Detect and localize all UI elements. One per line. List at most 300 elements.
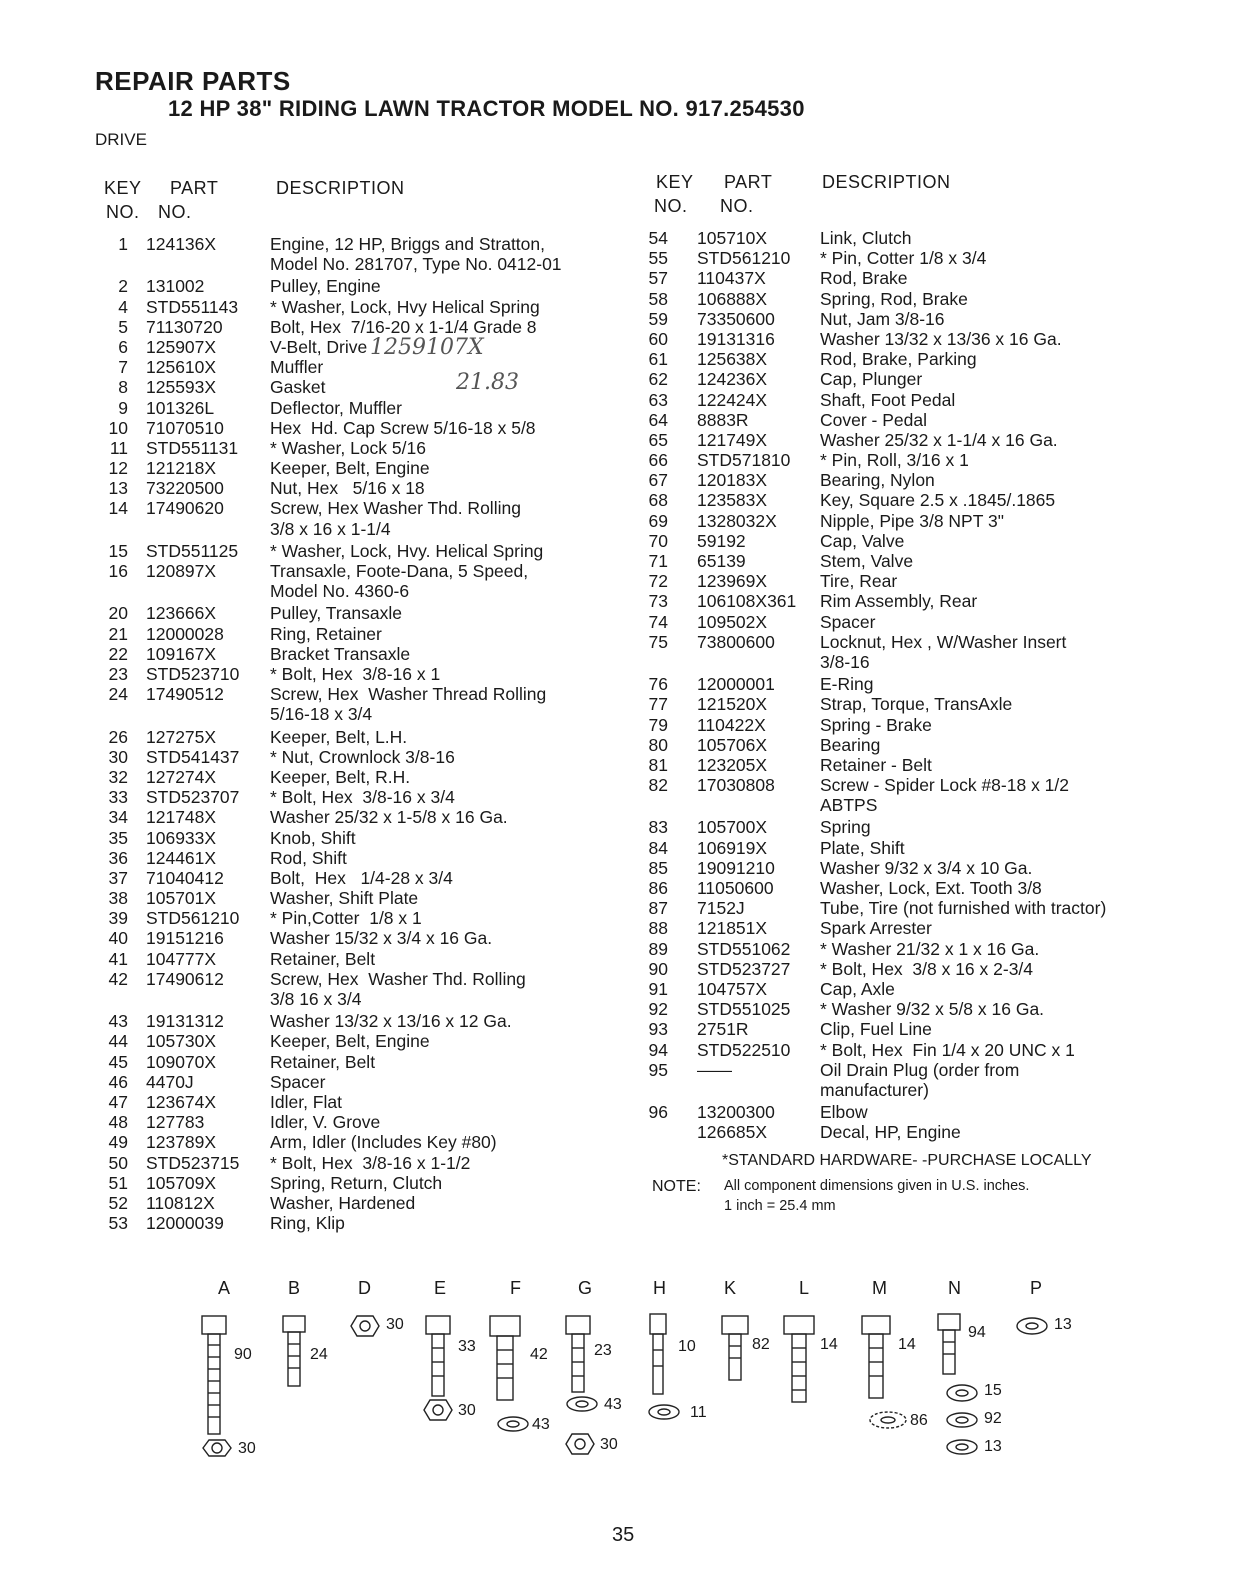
key-number: 22 (108, 643, 128, 664)
bolt-icon (862, 1316, 890, 1398)
bolt-icon (490, 1316, 520, 1400)
part-description: Screw, Hex Washer Thd. Rolling 3/8 x 16 x 1-1/4 (270, 498, 521, 539)
hardware-callout: 30 (458, 1402, 476, 1419)
part-description: Bracket Transaxle (270, 643, 411, 664)
part-number: STD561210 (146, 908, 240, 929)
part-number: 124136X (146, 234, 217, 254)
part-number: 127275X (146, 726, 217, 747)
part-description: Spring, Return, Clutch (270, 1172, 443, 1193)
standard-hardware-note: *STANDARD HARDWARE- -PURCHASE LOCALLY (722, 1152, 1092, 1169)
part-number: STD523715 (146, 1152, 240, 1173)
key-number: 44 (108, 1031, 128, 1052)
section-label: DRIVE (95, 130, 147, 149)
bolt-icon (784, 1316, 814, 1402)
part-description: * Bolt, Hex 3/8-16 x 3/4 (270, 787, 455, 808)
key-number: 70 (648, 530, 668, 551)
description-header: DESCRIPTION (276, 178, 405, 198)
key-number: 7 (118, 357, 128, 378)
part-number: 123583X (697, 490, 768, 511)
hardware-group-label: B (288, 1278, 301, 1298)
part-number: 106933X (146, 827, 217, 848)
key-number: 32 (108, 766, 128, 787)
part-number: 131002 (146, 276, 205, 297)
key-number: 77 (648, 694, 668, 715)
part-description: Engine, 12 HP, Briggs and Stratton, Model No. 281707, Type No. 0412-01 (270, 234, 562, 275)
part-number: 12000001 (697, 674, 775, 695)
part-number: 120183X (697, 470, 768, 491)
hardware-group-label: L (799, 1278, 810, 1298)
key-number: 49 (108, 1132, 128, 1153)
part-description: Bolt, Hex 1/4-28 x 3/4 (270, 867, 453, 888)
key-number: 48 (108, 1112, 128, 1133)
part-number: 19091210 (697, 857, 775, 878)
key-number: 79 (648, 714, 668, 735)
hardware-group-label: K (724, 1278, 737, 1298)
key-number: 55 (648, 248, 668, 269)
part-number: 121520X (697, 694, 768, 715)
part-description: Rod, Brake, Parking (820, 349, 977, 370)
part-description: Idler, V. Grove (270, 1112, 381, 1133)
part-description: Shaft, Foot Pedal (820, 389, 956, 410)
key-number: 47 (108, 1091, 128, 1112)
part-description: Gasket (270, 377, 326, 398)
key-number: 76 (648, 674, 668, 695)
key-number: 33 (108, 787, 128, 808)
part-number: 1328032X (697, 510, 777, 531)
key-number: 62 (648, 369, 668, 390)
hardware-callout: 86 (910, 1412, 928, 1429)
part-number: 121851X (697, 918, 768, 939)
hardware-callout: 24 (310, 1346, 328, 1363)
hardware-callout: 43 (532, 1416, 550, 1433)
key-number: 6 (118, 336, 128, 357)
key-number: 36 (108, 847, 128, 868)
part-description: Spring - Brake (820, 714, 932, 735)
part-number: 19131312 (146, 1011, 224, 1032)
part-number: 109070X (146, 1051, 217, 1072)
part-description: Retainer, Belt (270, 1051, 376, 1072)
part-description: * Nut, Crownlock 3/8-16 (270, 746, 455, 767)
hardware-group-label: M (872, 1278, 887, 1298)
hardware-group-label: P (1030, 1278, 1043, 1298)
part-number: 123666X (146, 603, 217, 624)
part-description: * Washer, Lock 5/16 (270, 437, 426, 458)
hardware-callout: 33 (458, 1338, 476, 1355)
part-header: PART (724, 172, 773, 192)
key-number: 94 (648, 1039, 668, 1060)
key-header: KEY (104, 178, 142, 198)
part-number: 121749X (697, 429, 768, 450)
part-number: 106919X (697, 837, 768, 858)
part-description: * Washer 9/32 x 5/8 x 16 Ga. (820, 999, 1045, 1020)
part-number: 125638X (697, 349, 768, 370)
key-number: 50 (108, 1152, 128, 1173)
key-no-header: NO. (654, 196, 688, 216)
key-number: 73 (648, 591, 668, 612)
hardware-callout: 10 (678, 1338, 696, 1355)
key-number: 21 (108, 623, 128, 644)
part-description: Keeper, Belt, L.H. (270, 726, 408, 747)
washer-icon (649, 1405, 679, 1419)
key-number: 54 (648, 228, 668, 248)
part-number: 4470J (146, 1071, 194, 1092)
key-number: 67 (648, 470, 668, 491)
key-number: 82 (648, 775, 668, 796)
part-description: * Pin, Cotter 1/8 x 3/4 (820, 248, 987, 269)
part-number: 110812X (146, 1192, 215, 1213)
key-number: 43 (108, 1011, 128, 1032)
hardware-group-label: H (653, 1278, 666, 1298)
hardware-callout: 13 (1054, 1316, 1072, 1333)
part-description: Plate, Shift (820, 837, 905, 858)
key-number: 37 (108, 867, 128, 888)
lock-washer-icon (870, 1412, 906, 1428)
key-number: 66 (648, 450, 668, 471)
part-description: Decal, HP, Engine (820, 1122, 961, 1143)
part-number: STD551062 (697, 938, 791, 959)
part-number: 65139 (697, 551, 746, 571)
part-number: 105700X (697, 817, 768, 838)
key-number: 89 (648, 938, 668, 959)
part-description: Spring, Rod, Brake (820, 288, 968, 309)
part-number: 109167X (146, 643, 217, 664)
handwritten-part-note: 1259107X (370, 335, 484, 360)
part-description: Cover - Pedal (820, 409, 927, 430)
nut-icon (566, 1434, 594, 1454)
part-number: —— (697, 1059, 732, 1080)
part-description: Bearing, Nylon (820, 470, 935, 491)
washer-icon (498, 1417, 528, 1431)
key-number: 11 (109, 437, 128, 458)
key-number: 95 (648, 1059, 668, 1080)
part-description: Hex Hd. Cap Screw 5/16-18 x 5/8 (270, 417, 536, 438)
key-number: 42 (108, 968, 128, 989)
key-number: 5 (118, 316, 128, 337)
model-subtitle: 12 HP 38" RIDING LAWN TRACTOR MODEL NO. 917.254530 (168, 96, 805, 121)
part-number: 17490512 (146, 684, 224, 705)
key-number: 88 (648, 918, 668, 939)
bolt-icon (426, 1316, 450, 1396)
part-number: 7152J (697, 898, 745, 919)
key-number: 2 (118, 276, 128, 297)
part-number: 19131316 (697, 328, 775, 349)
part-description: Washer 25/32 x 1-1/4 x 16 Ga. (820, 429, 1058, 450)
part-description: Washer 9/32 x 3/4 x 10 Ga. (820, 857, 1033, 878)
part-number: 125610X (146, 357, 217, 378)
dimension-note: All component dimensions given in U.S. inches. (724, 1178, 1030, 1194)
key-number: 39 (108, 908, 128, 929)
key-number: 8 (118, 377, 128, 398)
part-number: 123205X (697, 754, 768, 775)
part-description: E-Ring (820, 674, 874, 695)
hardware-callout: 15 (984, 1382, 1002, 1399)
key-number: 75 (648, 631, 668, 652)
hardware-callout: 82 (752, 1336, 770, 1353)
part-no-header: NO. (720, 196, 754, 216)
part-description: Muffler (270, 357, 324, 378)
part-description: * Pin,Cotter 1/8 x 1 (270, 908, 422, 929)
part-number: STD571810 (697, 450, 791, 471)
hardware-callout: 30 (238, 1440, 256, 1457)
part-description: Spring (820, 817, 871, 838)
key-number: 58 (648, 288, 668, 309)
part-number: 73350600 (697, 308, 775, 329)
part-description: Pulley, Transaxle (270, 603, 402, 624)
part-description: Washer, Shift Plate (270, 888, 419, 909)
part-number: 19151216 (146, 928, 224, 949)
part-number: 105706X (697, 734, 768, 755)
hardware-callout: 23 (594, 1342, 612, 1359)
part-description: Washer 15/32 x 3/4 x 16 Ga. (270, 928, 493, 949)
part-description: Nut, Hex 5/16 x 18 (270, 478, 425, 499)
key-number: 1 (118, 234, 128, 254)
note-label: NOTE: (652, 1178, 701, 1195)
key-number: 63 (648, 389, 668, 410)
part-number: STD551143 (146, 296, 239, 317)
part-number: STD551131 (146, 437, 239, 458)
part-number: 73800600 (697, 631, 775, 652)
part-description: Transaxle, Foote-Dana, 5 Speed, Model No. 4360-6 (270, 561, 529, 602)
key-no-header: NO. (106, 202, 140, 222)
part-description: Stem, Valve (820, 551, 914, 571)
part-description: Retainer - Belt (820, 754, 932, 775)
part-number: 123674X (146, 1091, 217, 1112)
part-description: Washer 25/32 x 1-5/8 x 16 Ga. (270, 807, 508, 828)
key-number: 65 (648, 429, 668, 450)
key-number: 64 (648, 409, 668, 430)
part-number: STD551125 (146, 540, 239, 561)
part-number: 12000039 (146, 1213, 224, 1234)
part-number: 12000028 (146, 623, 224, 644)
part-description: Keeper, Belt, Engine (270, 1031, 430, 1052)
hardware-group-label: E (434, 1278, 447, 1298)
hardware-callout: 14 (898, 1336, 916, 1353)
part-description: Tube, Tire (not furnished with tractor) (820, 898, 1107, 919)
key-number: 84 (648, 837, 668, 858)
part-number: 124461X (146, 847, 217, 868)
part-number: 105701X (146, 888, 217, 909)
key-number: 10 (108, 417, 128, 438)
bolt-icon (722, 1316, 748, 1380)
part-description: Washer 13/32 x 13/16 x 12 Ga. (270, 1011, 512, 1032)
part-description: Washer 13/32 x 13/36 x 16 Ga. (820, 328, 1062, 349)
key-number: 74 (648, 611, 668, 632)
key-number: 4 (118, 296, 128, 317)
key-header: KEY (656, 172, 694, 192)
key-number: 68 (648, 490, 668, 511)
key-number: 41 (108, 948, 128, 969)
page-number: 35 (612, 1524, 635, 1546)
part-number: 110437X (697, 268, 766, 289)
part-description: Washer, Hardened (270, 1192, 416, 1213)
part-number: 110422X (697, 714, 766, 735)
key-number: 40 (108, 928, 128, 949)
part-description: * Washer, Lock, Hvy. Helical Spring (270, 540, 544, 561)
part-description: * Pin, Roll, 3/16 x 1 (820, 450, 969, 471)
hardware-callout: 13 (984, 1438, 1002, 1455)
handwritten-price-note: 21.83 (456, 370, 519, 395)
key-number: 87 (648, 898, 668, 919)
part-description: Bolt, Hex 7/16-20 x 1-1/4 Grade 8 (270, 316, 537, 337)
key-number: 85 (648, 857, 668, 878)
washer-icon (947, 1385, 977, 1454)
part-description: Cap, Axle (820, 978, 895, 999)
bolt-icon (202, 1316, 226, 1434)
part-number: 121218X (146, 458, 217, 479)
hardware-group-label: D (358, 1278, 371, 1298)
part-description: Spark Arrester (820, 918, 932, 939)
part-header: PART (170, 178, 219, 198)
bolt-icon (650, 1314, 666, 1394)
hardware-group-label: N (948, 1278, 961, 1298)
washer-icon (1017, 1318, 1047, 1334)
key-number: 24 (108, 684, 128, 705)
key-number: 13 (108, 478, 128, 499)
key-number: 30 (108, 746, 128, 767)
part-number: STD523710 (146, 663, 240, 684)
key-number: 51 (108, 1172, 128, 1193)
part-number: STD523727 (697, 958, 791, 979)
key-number: 57 (648, 268, 668, 289)
key-number: 92 (648, 999, 668, 1020)
part-number: 105730X (146, 1031, 217, 1052)
part-number: 101326L (146, 397, 215, 418)
part-number: 125593X (146, 377, 217, 398)
key-number: 12 (108, 458, 128, 479)
bolt-icon (938, 1314, 960, 1374)
part-description: * Washer 21/32 x 1 x 16 Ga. (820, 938, 1040, 959)
part-number: 73220500 (146, 478, 224, 499)
part-number: 71130720 (146, 316, 223, 337)
key-number: 26 (108, 726, 128, 747)
part-description: Rod, Brake (820, 268, 908, 289)
part-number: 8883R (697, 409, 749, 430)
page-title: REPAIR PARTS (95, 66, 291, 96)
part-description: * Bolt, Hex Fin 1/4 x 20 UNC x 1 (820, 1039, 1075, 1060)
part-description: Pulley, Engine (270, 276, 381, 297)
key-number: 34 (108, 807, 128, 828)
part-description: * Bolt, Hex 3/8-16 x 1-1/2 (270, 1152, 471, 1173)
conversion-note: 1 inch = 25.4 mm (724, 1198, 836, 1214)
key-number: 20 (108, 603, 128, 624)
part-number: 105709X (146, 1172, 217, 1193)
hardware-group-label: A (218, 1278, 231, 1298)
key-number: 90 (648, 958, 668, 979)
part-description: Screw, Hex Washer Thd. Rolling 3/8 16 x 3/4 (270, 968, 526, 1010)
part-number: 17490612 (146, 968, 224, 989)
key-number: 61 (648, 349, 668, 370)
hardware-callout: 94 (968, 1324, 986, 1341)
part-description: * Bolt, Hex 3/8-16 x 1 (270, 663, 441, 684)
key-number: 16 (108, 561, 128, 582)
key-number: 35 (108, 827, 128, 848)
part-number: 125907X (146, 336, 217, 357)
bolt-icon (283, 1316, 305, 1386)
part-description: Retainer, Belt (270, 948, 376, 969)
key-number: 81 (648, 754, 668, 775)
part-description: Key, Square 2.5 x .1845/.1865 (820, 490, 1056, 511)
part-description: Screw - Spider Lock #8-18 x 1/2 ABTPS (820, 775, 1070, 816)
key-number: 15 (108, 540, 128, 561)
key-number: 53 (108, 1213, 128, 1234)
part-number: STD522510 (697, 1039, 791, 1060)
key-number: 72 (648, 571, 668, 592)
key-number: 23 (108, 663, 128, 684)
part-description: Idler, Flat (270, 1091, 342, 1112)
part-description: V-Belt, Drive (270, 336, 368, 357)
part-number: STD551025 (697, 999, 791, 1020)
part-number: 11050600 (697, 878, 774, 899)
nut-icon (424, 1400, 452, 1420)
part-number: 71040412 (146, 867, 224, 888)
hardware-callout: 90 (234, 1346, 252, 1363)
part-description: Clip, Fuel Line (820, 1019, 932, 1040)
part-number: STD561210 (697, 248, 791, 269)
part-number: 104777X (146, 948, 217, 969)
part-number: 121748X (146, 807, 217, 828)
part-description: Nut, Jam 3/8-16 (820, 308, 945, 329)
part-no-header: NO. (158, 202, 192, 222)
key-number: 14 (108, 498, 128, 519)
key-number: 52 (108, 1192, 128, 1213)
key-number: 60 (648, 328, 668, 349)
key-number: 71 (648, 551, 668, 571)
hardware-callout: 30 (600, 1436, 618, 1453)
hardware-group-label: G (578, 1278, 593, 1298)
part-description: Spacer (270, 1071, 326, 1092)
part-description: Keeper, Belt, R.H. (270, 766, 411, 787)
part-description: Rod, Shift (270, 847, 347, 868)
part-number: 59192 (697, 530, 746, 551)
part-number: 123969X (697, 571, 768, 592)
hardware-callout: 43 (604, 1396, 622, 1413)
part-description: * Bolt, Hex 3/8 x 16 x 2-3/4 (820, 958, 1034, 979)
part-description: Nipple, Pipe 3/8 NPT 3" (820, 510, 1004, 531)
part-description: Rim Assembly, Rear (820, 591, 978, 612)
part-number: 105710X (697, 228, 768, 248)
hardware-callout: 14 (820, 1336, 838, 1353)
key-number: 69 (648, 510, 668, 531)
key-number: 80 (648, 734, 668, 755)
bolt-icon (566, 1316, 590, 1392)
part-description: * Washer, Lock, Hvy Helical Spring (270, 296, 540, 317)
part-description: Screw, Hex Washer Thread Rolling 5/16-18 x 3/4 (270, 684, 547, 725)
part-number: 13200300 (697, 1102, 775, 1123)
part-number: 109502X (697, 611, 768, 632)
nut-icon (351, 1316, 379, 1336)
part-number: 127274X (146, 766, 217, 787)
key-number: 91 (648, 978, 668, 999)
part-number: 120897X (146, 561, 217, 582)
part-description: Oil Drain Plug (order from manufacturer) (820, 1059, 1020, 1100)
part-description: Knob, Shift (270, 827, 356, 848)
part-description: Ring, Retainer (270, 623, 382, 644)
part-number: 106888X (697, 288, 768, 309)
key-number: 93 (648, 1019, 668, 1040)
part-description: Spacer (820, 611, 876, 632)
part-description: Link, Clutch (820, 228, 912, 248)
part-number: 2751R (697, 1019, 749, 1040)
key-number: 86 (648, 878, 668, 899)
part-number: 104757X (697, 978, 768, 999)
part-description: Locknut, Hex , W/Washer Insert 3/8-16 (820, 631, 1067, 672)
part-number: 106108X361 (697, 591, 797, 612)
part-description: Cap, Valve (820, 530, 905, 551)
key-number: 83 (648, 817, 668, 838)
part-description: Washer, Lock, Ext. Tooth 3/8 (820, 878, 1042, 899)
part-number: STD523707 (146, 787, 240, 808)
washer-icon (567, 1397, 597, 1411)
